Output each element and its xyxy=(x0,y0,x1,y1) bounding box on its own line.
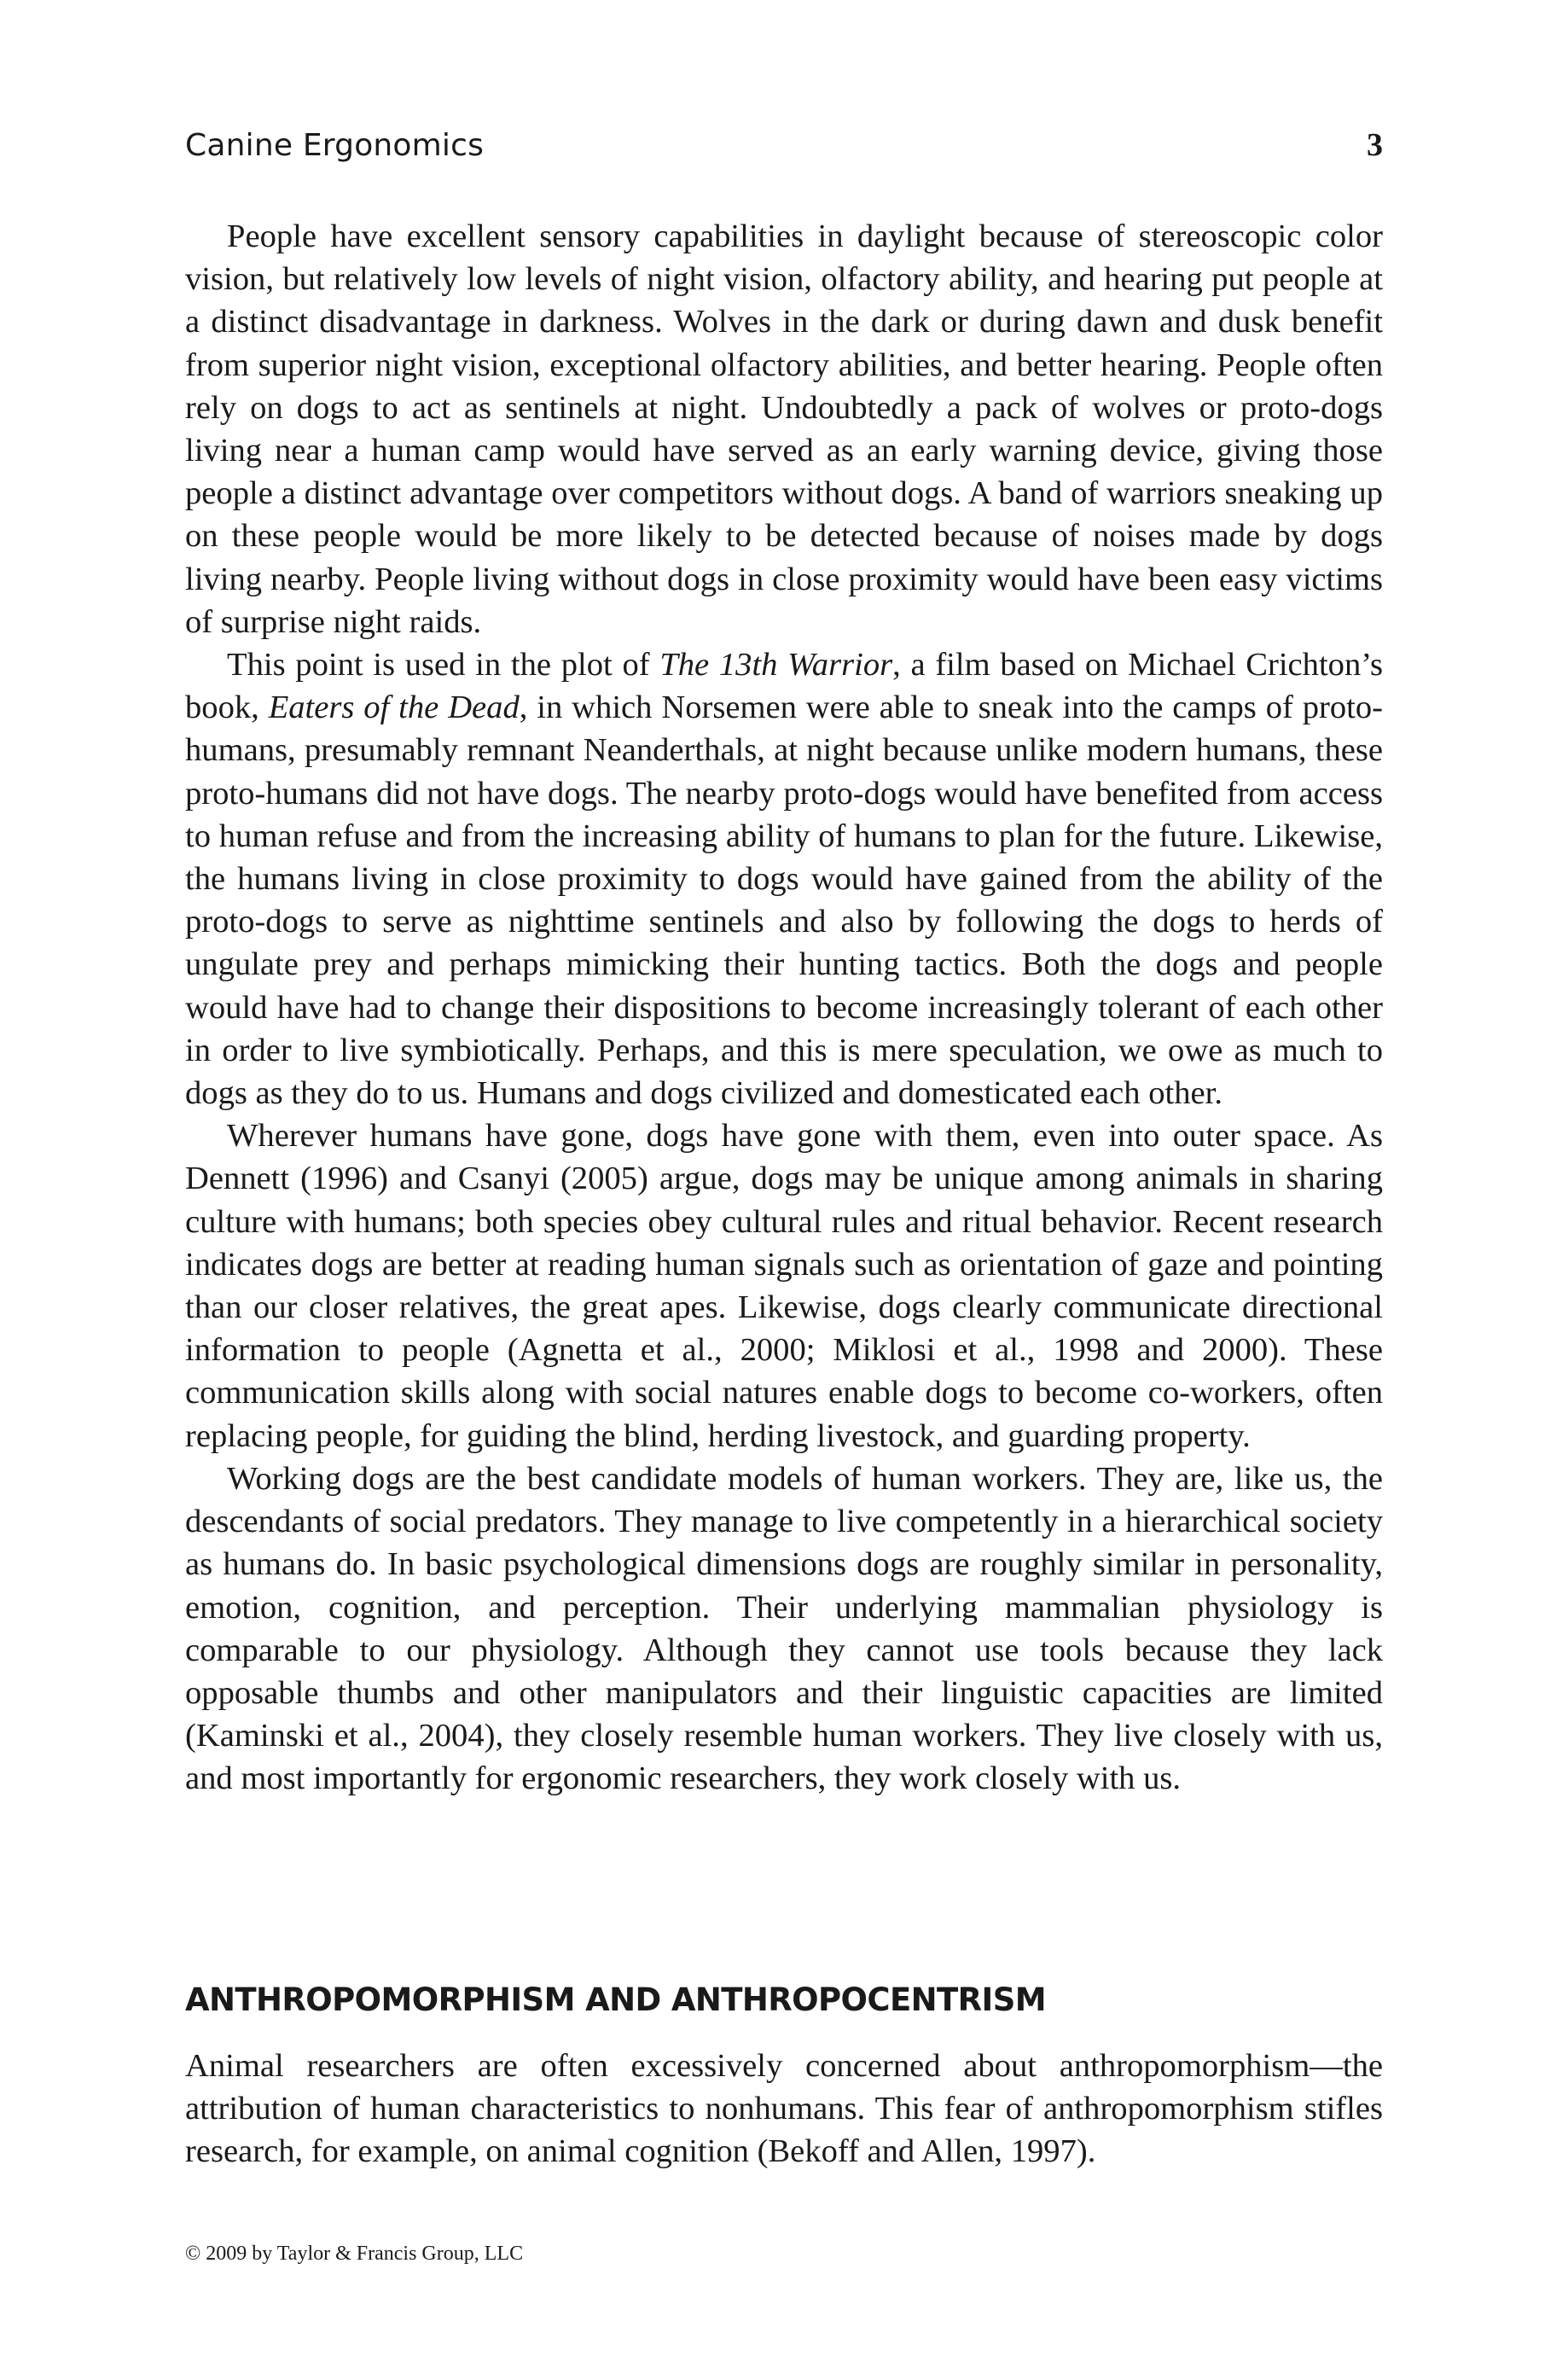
paragraph-working-dogs: Working dogs are the best candidate models of human workers. They are, like us, the descendants of social predators. They manage to live competently in a hierarchical society as humans do. In basic psychological dimensions dogs are roughly similar in personality, emotion, cognition, and perception. Their underlying mammalian physiology is comparable to our physiology. Although they cannot use tools because they lack opposable thumbs and other manipulators and their linguistic capacities are limited (Kaminski et al., 2004), they closely resemble human workers. They live closely with us, and most importantly for ergonomic researchers, they work closely with us. xyxy=(185,1460,1383,1797)
book-title: Eaters of the Dead xyxy=(268,689,520,726)
page-number: 3 xyxy=(1367,127,1383,163)
running-title: Canine Ergonomics xyxy=(185,128,485,163)
body-text xyxy=(185,215,1383,1801)
paragraph-13th-warrior-part-c: , in which Norsemen were able to sneak into the camps of proto-humans, presumably remnant Neanderthals, at night because unlike modern humans, these proto-humans did not have dogs. The nearby proto-dogs would have benefited from access to human refuse and from the increasing ability of humans to plan for the future. Likewise, the humans living in close proximity to dogs would have gained from the ability of the proto-dogs to serve as nighttime sentinels and also by following the dogs to herds of ungulate prey and perhaps mimicking their hunting tactics. Both the dogs and people would have had to change their dispositions to become increasingly tolerant of each other in order to live symbiotically. Perhaps, and this is mere speculation, we owe as much to dogs as they do to us. Humans and dogs civilized and domesticated each other. xyxy=(185,689,1383,1112)
paragraph-13th-warrior-part-b: , a film based on Michael Crichton’s book, xyxy=(185,647,1383,726)
copyright-footer: © 2009 by Taylor & Francis Group, LLC xyxy=(185,2243,524,2265)
paragraph-outer-space: Wherever humans have gone, dogs have gone with them, even into outer space. As Dennett (1996) and Csanyi (2005) argue, dogs may be unique among animals in sharing culture with humans; both species obey cultural rules and ritual behavior. Recent research indicates dogs are better at reading human signals such as orientation of gaze and pointing than our closer relatives, the great apes. Likewise, dogs clearly communicate directional information to people (Agnetta et al., 2000; Miklosi et al., 1998 and 2000). These communication skills along with social natures enable dogs to become co-workers, often replacing people, for guiding the blind, herding livestock, and guarding property. xyxy=(185,1118,1383,1454)
paragraph-anthropomorphism: Animal researchers are often excessively concerned about anthropomorphism—the attribution of human characteristics to nonhumans. This fear of anthropomorphism stifles research, for example, on animal cognition (Bekoff and Allen, 1997). xyxy=(185,2048,1383,2170)
paragraph-sensory: People have excellent sensory capabilities in daylight because of stereoscopic color vision, but relatively low levels of night vision, olfactory ability, and hearing put people at a distinct disadvantage in darkness. Wolves in the dark or during dawn and dusk benefit from superior night vision, exceptional olfactory abilities, and better hearing. People often rely on dogs to act as sentinels at night. Undoubtedly a pack of wolves or proto-dogs living near a human camp would have served as an early warning device, giving those people a distinct advantage over competitors without dogs. A band of warriors sneaking up on these people would be more likely to be detected because of noises made by dogs living nearby. People living without dogs in close proximity would have been easy victims of surprise night raids. xyxy=(185,218,1383,640)
film-title: The 13th Warrior xyxy=(659,647,893,684)
paragraph-13th-warrior-part-a: This point is used in the plot of xyxy=(227,647,660,684)
running-head xyxy=(185,126,1383,171)
section-heading: ANTHROPOMORPHISM AND ANTHROPOCENTRISM xyxy=(185,1981,1046,2018)
section-body xyxy=(185,2045,1383,2173)
paragraph-13th-warrior xyxy=(185,643,1383,1114)
